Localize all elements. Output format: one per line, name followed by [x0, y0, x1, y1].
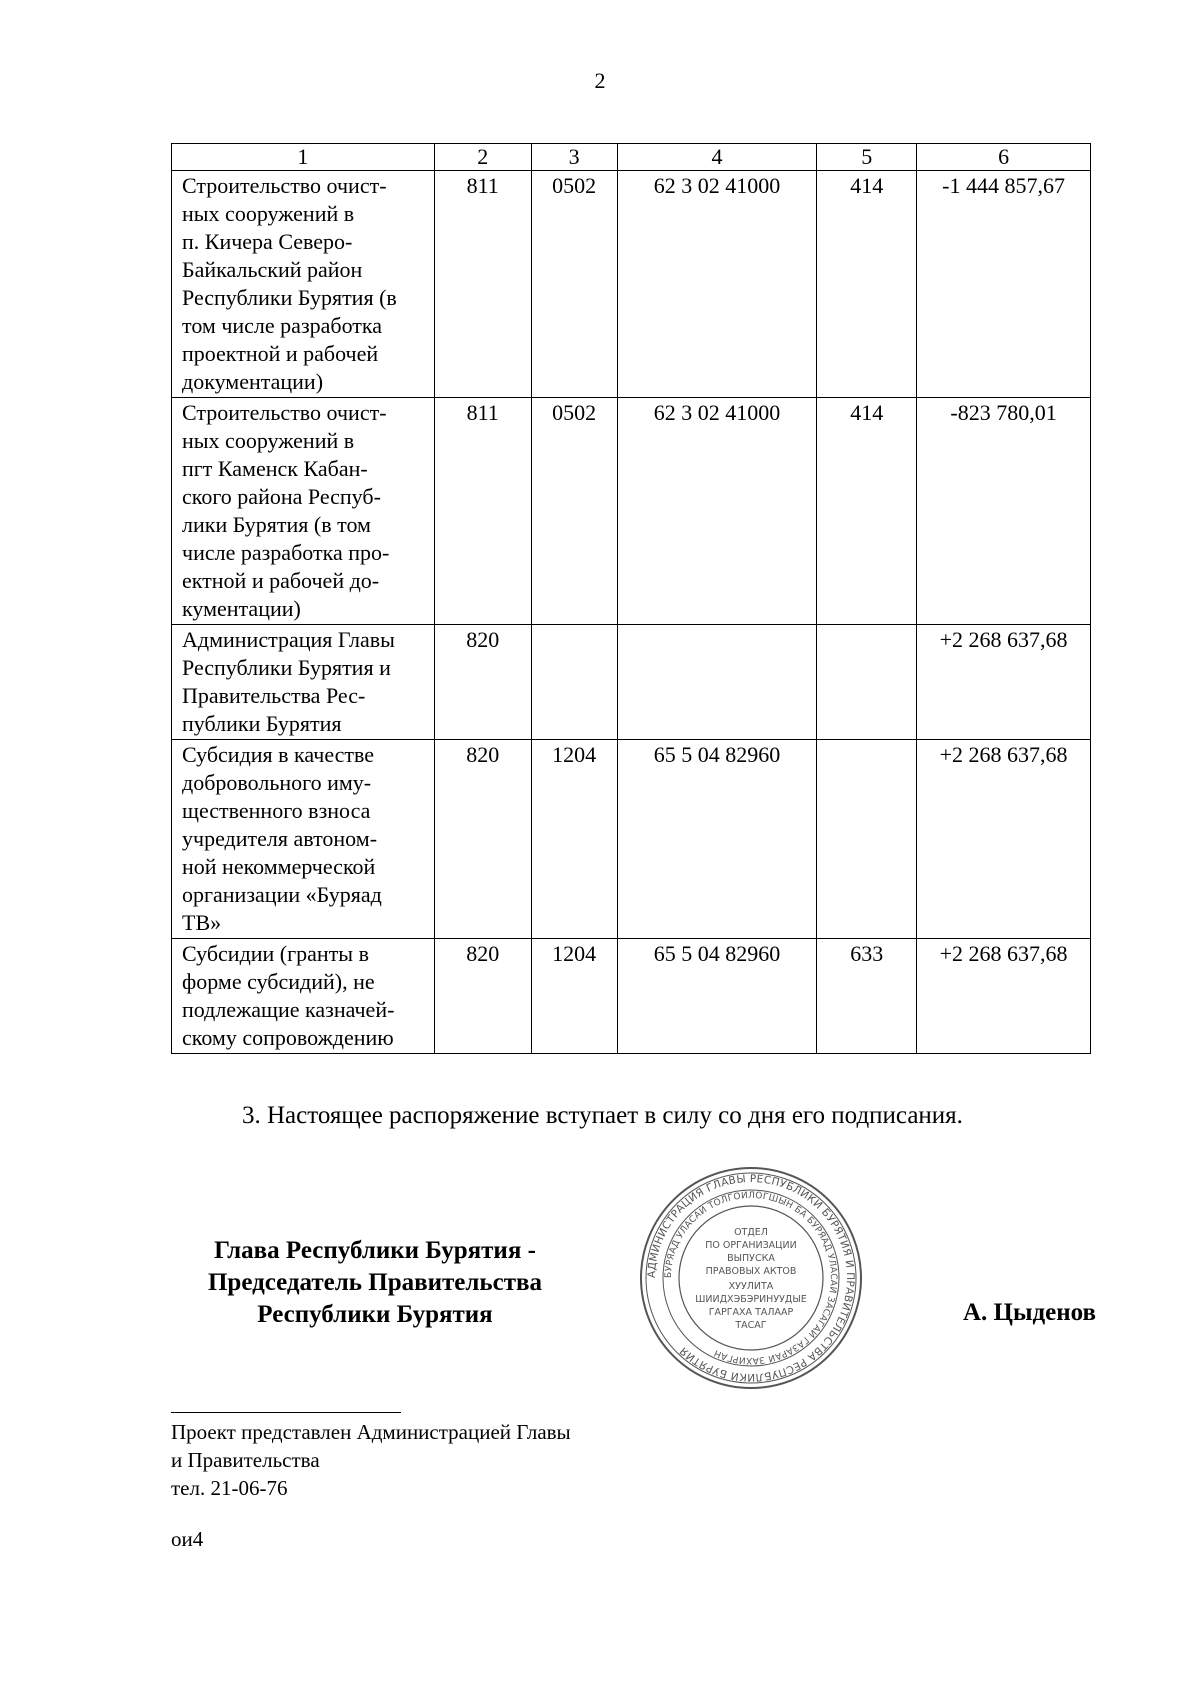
expense-type-cell: 414 [817, 171, 917, 398]
target-article-cell: 62 3 02 41000 [617, 398, 817, 625]
seal-outer-text [646, 1173, 856, 1383]
table-header-cell: 6 [917, 144, 1091, 171]
row-name-line: публики Бурятия [182, 711, 342, 736]
seal-center-line: ТАСАГ [735, 1320, 767, 1331]
department-code-cell: 820 [434, 625, 531, 740]
footnote-line: Проект представлен Администрацией Главы [171, 1420, 571, 1444]
row-name-line: лики Бурятия (в том [182, 512, 371, 537]
row-name-line: Субсидии (гранты в [182, 941, 369, 966]
row-name-line: п. Кичера Северо- [182, 229, 353, 254]
signatory-title-line: Республики Бурятия [257, 1301, 493, 1328]
seal-center-text [695, 1227, 806, 1331]
row-name-line: Байкальский район [182, 257, 363, 282]
target-article-cell [617, 625, 817, 740]
department-code-cell: 811 [434, 398, 531, 625]
seal-center-line: ОТДЕЛ [734, 1227, 768, 1238]
amount-cell: +2 268 637,68 [917, 939, 1091, 1054]
table-row [172, 740, 1091, 939]
row-name-line: добровольного иму- [182, 770, 372, 795]
table-row [172, 398, 1091, 625]
signer-name: А. Цыденов [962, 1299, 1096, 1326]
section-code-cell [531, 625, 617, 740]
row-name-line: учредителя автоном- [182, 826, 378, 851]
seal-inner-text-path: БУРЯАД УЛАСАЙ ТОЛГОЙЛОГШЫН БА БУРЯАД УЛАСАЙ ЗАСАГАЙ ГАЗАРАЙ ЗАХИРГАН [663, 1190, 839, 1366]
signatory-title-line: Председатель Правительства [207, 1269, 543, 1296]
row-name-line: Администрация Главы [182, 627, 395, 652]
amount-cell: +2 268 637,68 [917, 625, 1091, 740]
table-row [172, 625, 1091, 740]
row-name-line: организации «Буряад [182, 882, 382, 907]
row-name-line: том числе разработка [182, 313, 383, 338]
target-article-cell: 65 5 04 82960 [617, 740, 817, 939]
row-name-line: ектной и рабочей до- [182, 568, 380, 593]
table-header-cell: 4 [617, 144, 817, 171]
footnote-line: тел. 21-06-76 [171, 1476, 288, 1500]
row-name-line: форме субсидий), не [182, 969, 375, 994]
table-header-cell: 1 [172, 144, 435, 171]
section-code-cell: 0502 [531, 171, 617, 398]
amount-cell: +2 268 637,68 [917, 740, 1091, 939]
seal-center-line: ГАРГАХА ТАЛААР [708, 1307, 794, 1318]
amount-cell: -1 444 857,67 [917, 171, 1091, 398]
row-name-line: ТВ» [182, 910, 222, 935]
page-number: 2 [594, 68, 606, 93]
seal-center-line: ВЫПУСКА [727, 1253, 775, 1264]
row-name-cell [172, 398, 435, 625]
target-article-cell: 62 3 02 41000 [617, 171, 817, 398]
section-code-cell: 1204 [531, 939, 617, 1054]
row-name-line: ной некоммерческой [182, 854, 376, 879]
row-name-cell [172, 171, 435, 398]
effective-date-clause: 3. Настоящее распоряжение вступает в силу со дня его подписания. [242, 1102, 963, 1129]
row-name-line: кументации) [182, 596, 301, 621]
section-code-cell: 1204 [531, 740, 617, 939]
expense-type-cell [817, 625, 917, 740]
department-code-cell: 820 [434, 740, 531, 939]
seal-center-line: ШИИДХЭБЭРИНУУДЫЕ [695, 1294, 807, 1305]
table-header-cell: 3 [531, 144, 617, 171]
row-name-line: Республики Бурятия и [182, 655, 391, 680]
row-name-line: ных сооружений в [182, 428, 355, 453]
seal-center-line: ПО ОРГАНИЗАЦИИ [705, 1240, 797, 1251]
table-row [172, 939, 1091, 1054]
row-name-line: Правительства Рес- [182, 683, 366, 708]
expense-type-cell: 633 [817, 939, 917, 1054]
row-name-line: документации) [182, 369, 324, 394]
amount-cell: -823 780,01 [917, 398, 1091, 625]
row-name-line: числе разработка про- [182, 540, 390, 565]
row-name-line: Строительство очист- [182, 400, 387, 425]
row-name-line: скому сопровождению [182, 1025, 394, 1050]
seal-rings [641, 1168, 861, 1388]
table-header-cell: 2 [434, 144, 531, 171]
seal-center-line: ХУУЛИТА [728, 1281, 774, 1292]
row-name-line: Республики Бурятия (в [182, 285, 397, 310]
table-row [172, 171, 1091, 398]
footnote-divider [171, 1412, 401, 1413]
table-header-cell: 5 [817, 144, 917, 171]
row-name-cell [172, 740, 435, 939]
row-name-line: проектной и рабочей [182, 341, 379, 366]
expense-type-cell [817, 740, 917, 939]
signatory-title [165, 1235, 585, 1331]
budget-changes-table [171, 143, 1091, 1054]
target-article-cell: 65 5 04 82960 [617, 939, 817, 1054]
row-name-line: Субсидия в качестве [182, 742, 375, 767]
document-code: ои4 [171, 1527, 204, 1551]
seal-outer-text-path: АДМИНИСТРАЦИЯ ГЛАВЫ РЕСПУБЛИКИ БУРЯТИЯ И ПРАВИТЕЛЬСТВА РЕСПУБЛИКИ БУРЯТИЯ [645, 1172, 857, 1384]
row-name-line: ных сооружений в [182, 201, 355, 226]
seal-center-line: ПРАВОВЫХ АКТОВ [705, 1266, 797, 1277]
row-name-line: подлежащие казначей- [182, 997, 395, 1022]
table-header-row [172, 144, 1091, 171]
section-code-cell: 0502 [531, 398, 617, 625]
official-seal [638, 1165, 864, 1391]
row-name-cell [172, 939, 435, 1054]
row-name-cell [172, 625, 435, 740]
department-code-cell: 820 [434, 939, 531, 1054]
row-name-line: ского района Респуб- [182, 484, 381, 509]
department-code-cell: 811 [434, 171, 531, 398]
footnote-line: и Правительства [171, 1448, 320, 1472]
footnote [171, 1418, 571, 1502]
expense-type-cell: 414 [817, 398, 917, 625]
signatory-title-line: Глава Республики Бурятия - [214, 1237, 536, 1264]
row-name-line: щественного взноса [182, 798, 371, 823]
row-name-line: пгт Каменск Кабан- [182, 456, 368, 481]
row-name-line: Строительство очист- [182, 173, 387, 198]
